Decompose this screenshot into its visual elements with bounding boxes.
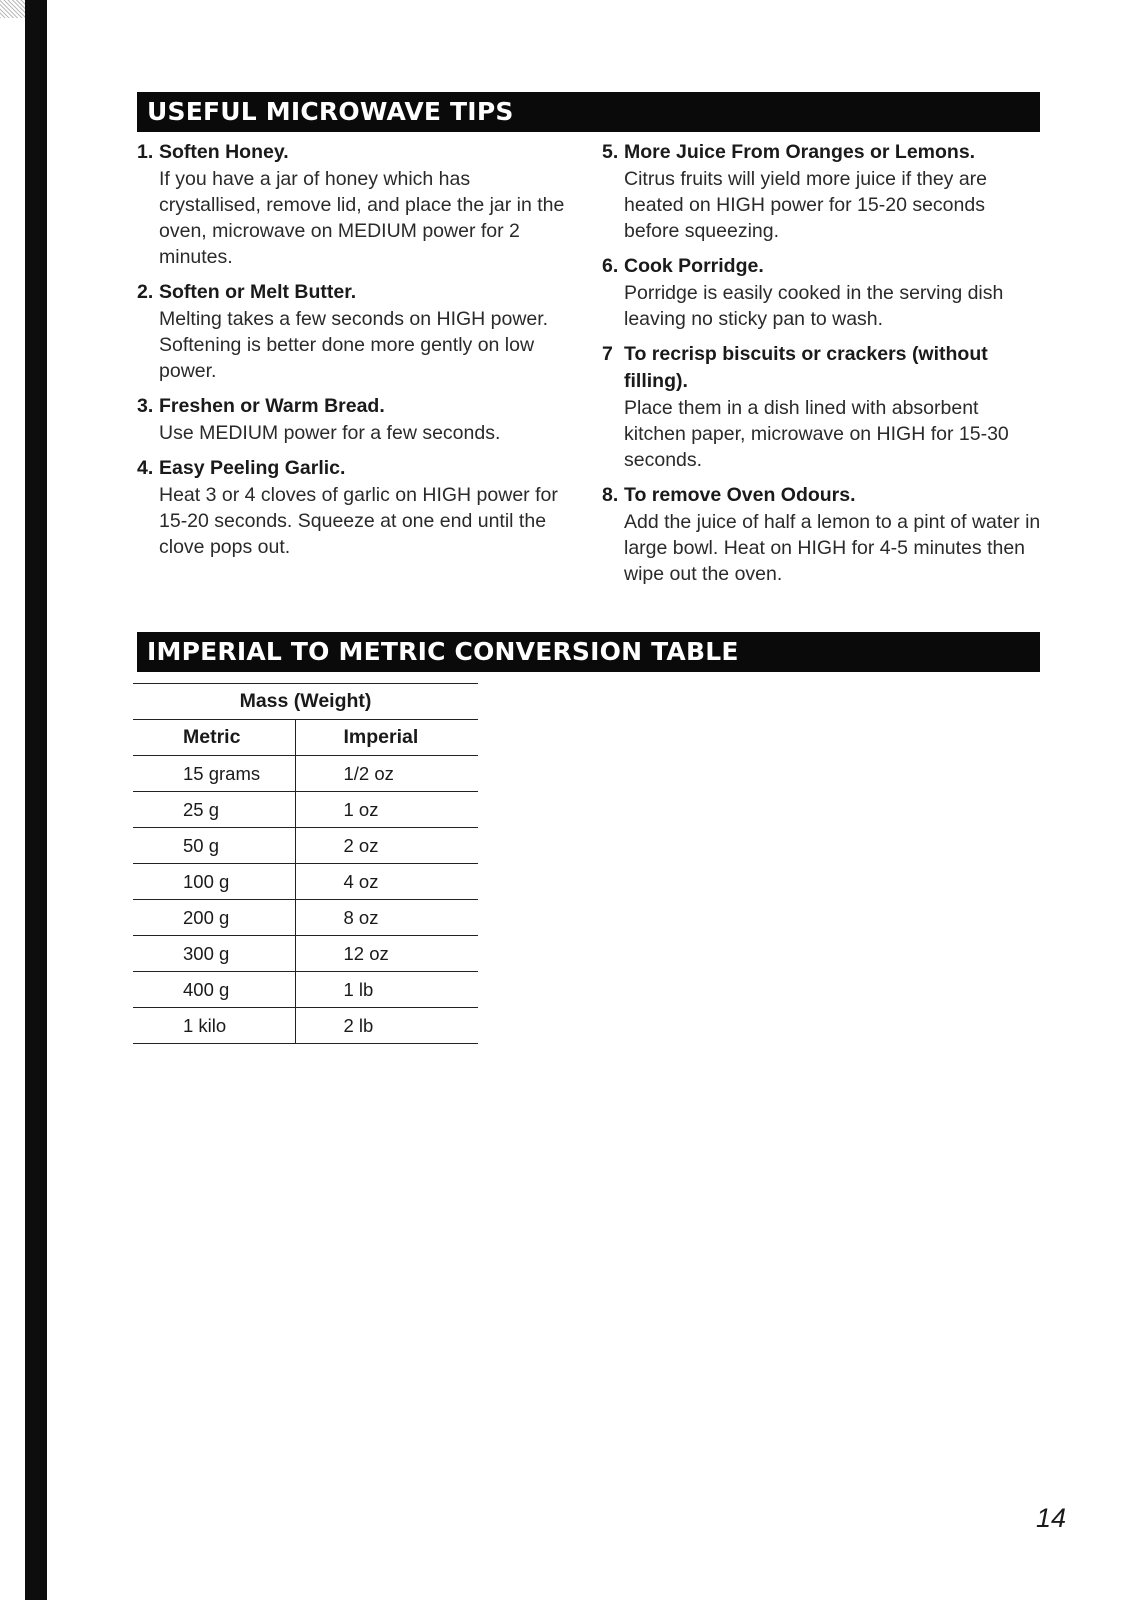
table-row xyxy=(133,936,478,972)
imperial-cell: 1 oz xyxy=(295,792,478,828)
tip-body: Add the juice of half a lemon to a pint of water in large bowl. Heat on HIGH for 4-5 minutes then wipe out the oven. xyxy=(624,511,1041,585)
table-row xyxy=(133,792,478,828)
metric-cell: 15 grams xyxy=(133,756,295,792)
tip-title: To recrisp biscuits or crackers (without filling). xyxy=(624,343,988,392)
metric-cell: 25 g xyxy=(133,792,295,828)
tip-item xyxy=(137,279,577,384)
imperial-cell: 12 oz xyxy=(295,936,478,972)
imperial-cell: 1/2 oz xyxy=(295,756,478,792)
tip-number: 6. xyxy=(602,255,619,277)
tip-number: 7 xyxy=(602,343,613,365)
section-heading-conversion: IMPERIAL TO METRIC CONVERSION TABLE xyxy=(137,632,1040,672)
tip-body: Porridge is easily cooked in the serving dish leaving no sticky pan to wash. xyxy=(624,282,1004,330)
tip-body: Place them in a dish lined with absorbent kitchen paper, microwave on HIGH for 15-30 seconds. xyxy=(624,397,1009,471)
metric-cell: 50 g xyxy=(133,828,295,864)
tip-title: To remove Oven Odours. xyxy=(624,484,856,506)
tip-title: Freshen or Warm Bread. xyxy=(159,395,385,417)
tip-body: Use MEDIUM power for a few seconds. xyxy=(159,422,501,444)
tip-title: Soften or Melt Butter. xyxy=(159,281,357,303)
tip-title: Easy Peeling Garlic. xyxy=(159,457,346,479)
scan-corner-texture xyxy=(0,0,25,18)
tip-number: 1. xyxy=(137,141,154,163)
imperial-cell: 1 lb xyxy=(295,972,478,1008)
section-heading-tips: USEFUL MICROWAVE TIPS xyxy=(137,92,1040,132)
tip-item xyxy=(602,253,1042,332)
page-binding-edge xyxy=(25,0,47,1600)
tip-item xyxy=(137,393,577,446)
tip-item xyxy=(602,341,1042,473)
column-header-metric: Metric xyxy=(133,720,295,756)
tip-body: If you have a jar of honey which has crystallised, remove lid, and place the jar in the oven, microwave on MEDIUM power for 2 minutes. xyxy=(159,168,565,268)
imperial-cell: 2 lb xyxy=(295,1008,478,1044)
metric-cell: 400 g xyxy=(133,972,295,1008)
tip-title: More Juice From Oranges or Lemons. xyxy=(624,141,976,163)
tips-column-left xyxy=(137,139,577,569)
tips-column-right xyxy=(602,139,1042,596)
table-row xyxy=(133,864,478,900)
tip-number: 5. xyxy=(602,141,619,163)
table-caption: Mass (Weight) xyxy=(133,684,478,720)
tip-item xyxy=(137,455,577,560)
tip-number: 4. xyxy=(137,457,154,479)
table-row xyxy=(133,1008,478,1044)
tip-number: 3. xyxy=(137,395,154,417)
conversion-table xyxy=(133,683,478,1044)
table-row xyxy=(133,972,478,1008)
table-row xyxy=(133,900,478,936)
tip-item xyxy=(602,482,1042,587)
metric-cell: 100 g xyxy=(133,864,295,900)
tip-body: Heat 3 or 4 cloves of garlic on HIGH power for 15-20 seconds. Squeeze at one end until the clove pops out. xyxy=(159,484,558,558)
tip-number: 8. xyxy=(602,484,619,506)
page-number: 14 xyxy=(1036,1503,1067,1533)
tip-number: 2. xyxy=(137,281,154,303)
tip-title: Cook Porridge. xyxy=(624,255,764,277)
metric-cell: 1 kilo xyxy=(133,1008,295,1044)
column-header-imperial: Imperial xyxy=(295,720,478,756)
tip-item xyxy=(602,139,1042,244)
tip-body: Citrus fruits will yield more juice if they are heated on HIGH power for 15-20 seconds before squeezing. xyxy=(624,168,988,242)
tip-body: Melting takes a few seconds on HIGH power. Softening is better done more gently on low power. xyxy=(159,308,549,382)
metric-cell: 200 g xyxy=(133,900,295,936)
table-row xyxy=(133,828,478,864)
imperial-cell: 2 oz xyxy=(295,828,478,864)
table-row xyxy=(133,756,478,792)
tip-title: Soften Honey. xyxy=(159,141,289,163)
tip-item xyxy=(137,139,577,270)
metric-cell: 300 g xyxy=(133,936,295,972)
imperial-cell: 8 oz xyxy=(295,900,478,936)
imperial-cell: 4 oz xyxy=(295,864,478,900)
